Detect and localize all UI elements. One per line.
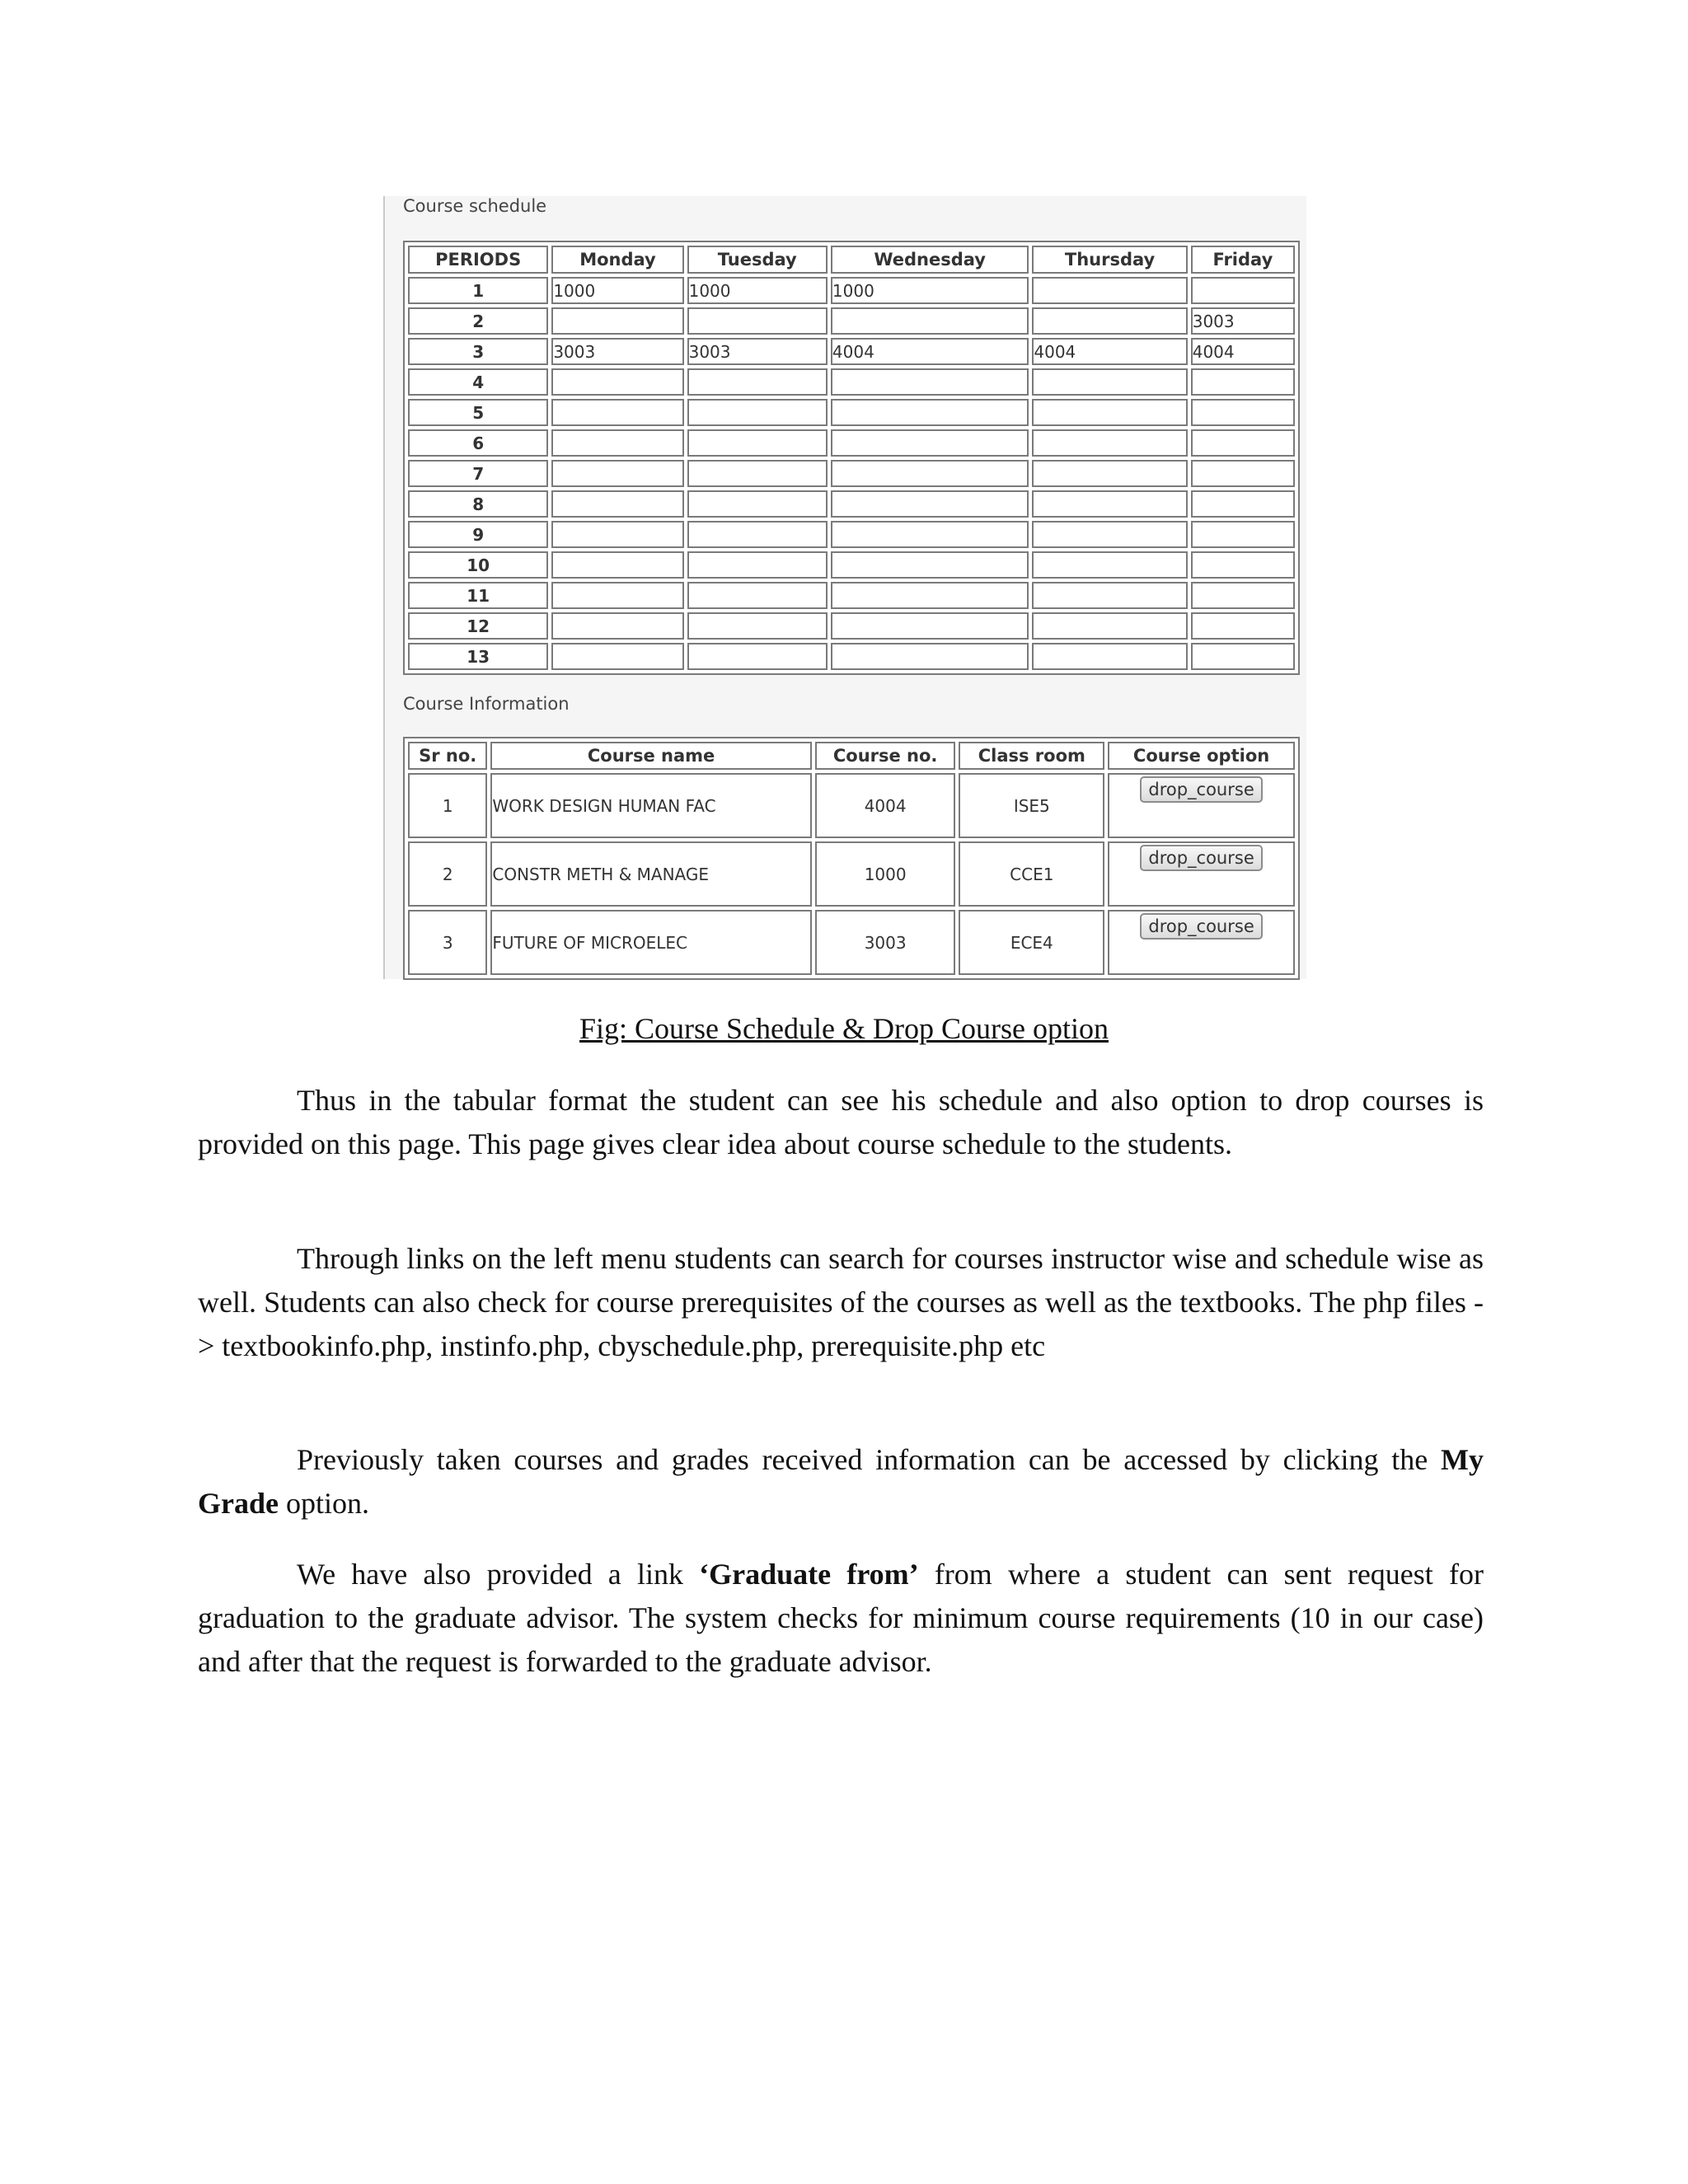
schedule-header-wednesday: Wednesday xyxy=(831,246,1029,274)
period-cell: 5 xyxy=(408,399,548,426)
schedule-row xyxy=(408,551,1295,579)
graduate-from-bold-text: ‘Graduate from’ xyxy=(699,1558,919,1591)
schedule-cell xyxy=(1032,277,1187,304)
info-header-class-room: Class room xyxy=(959,742,1104,770)
schedule-cell xyxy=(1032,460,1187,487)
paragraph-text: from where a student can sent request for graduation to the graduate advisor. The system checks for minimum course requirements (10 in our case) and after that the request is forwarded to the graduate advisor. xyxy=(198,1558,1484,1678)
paragraph-schedule-summary: Thus in the tabular format the student can see his schedule and also option to drop courses is provided on this page. This page gives clear idea about course schedule to the students. xyxy=(198,1084,1484,1160)
schedule-cell xyxy=(1032,368,1187,396)
schedule-cell xyxy=(1191,521,1295,548)
period-cell: 6 xyxy=(408,429,548,457)
schedule-row xyxy=(408,307,1295,335)
info-header-course-name: Course name xyxy=(490,742,811,770)
schedule-cell xyxy=(551,307,683,335)
paragraph-text: Previously taken courses and grades received information can be accessed by clicking the xyxy=(297,1443,1442,1476)
sr-no-cell: 3 xyxy=(408,910,487,975)
course-schedule-table xyxy=(403,241,1300,675)
schedule-cell xyxy=(831,490,1029,518)
course-name-cell: WORK DESIGN HUMAN FAC xyxy=(490,773,811,838)
paragraph-left-menu-links: Through links on the left menu students can search for courses instructor wise and schedule wise as well. Students can also check for course prerequisites of the courses as well as the textbooks. The php files -> textbookinfo.php, instinfo.php, cbyschedule.php, prerequisite.php etc xyxy=(198,1242,1484,1362)
schedule-cell xyxy=(1032,399,1187,426)
schedule-cell xyxy=(831,612,1029,640)
class-room-cell: ISE5 xyxy=(959,773,1104,838)
schedule-cell xyxy=(687,551,828,579)
schedule-header-row xyxy=(408,246,1295,274)
schedule-cell xyxy=(1191,551,1295,579)
schedule-cell: 4004 xyxy=(1032,338,1187,365)
schedule-cell xyxy=(551,429,683,457)
course-information-label: Course Information xyxy=(403,694,570,714)
course-row xyxy=(408,773,1295,838)
course-information-table xyxy=(403,737,1300,980)
schedule-cell xyxy=(1191,490,1295,518)
schedule-row xyxy=(408,399,1295,426)
class-room-cell: CCE1 xyxy=(959,841,1104,907)
schedule-cell: 1000 xyxy=(831,277,1029,304)
course-no-cell: 3003 xyxy=(815,910,956,975)
period-cell: 8 xyxy=(408,490,548,518)
period-cell: 9 xyxy=(408,521,548,548)
schedule-cell xyxy=(687,429,828,457)
drop-course-button[interactable]: drop_course xyxy=(1140,845,1262,871)
schedule-cell xyxy=(687,582,828,609)
schedule-cell: 4004 xyxy=(831,338,1029,365)
info-header-sr-no: Sr no. xyxy=(408,742,487,770)
info-header-course-option: Course option xyxy=(1108,742,1295,770)
schedule-cell xyxy=(687,399,828,426)
schedule-cell xyxy=(687,307,828,335)
schedule-cell xyxy=(1191,582,1295,609)
schedule-row xyxy=(408,368,1295,396)
schedule-cell xyxy=(1191,429,1295,457)
schedule-row xyxy=(408,460,1295,487)
course-row xyxy=(408,910,1295,975)
course-no-cell: 1000 xyxy=(815,841,956,907)
schedule-cell xyxy=(1032,429,1187,457)
schedule-row xyxy=(408,643,1295,670)
schedule-cell xyxy=(687,643,828,670)
schedule-header-thursday: Thursday xyxy=(1032,246,1187,274)
class-room-cell: ECE4 xyxy=(959,910,1104,975)
course-schedule-label: Course schedule xyxy=(403,196,547,216)
schedule-cell xyxy=(687,521,828,548)
schedule-cell xyxy=(1191,399,1295,426)
schedule-row xyxy=(408,490,1295,518)
schedule-cell xyxy=(831,582,1029,609)
paragraph-text: option. xyxy=(278,1487,369,1520)
period-cell: 13 xyxy=(408,643,548,670)
schedule-cell xyxy=(687,490,828,518)
schedule-header-periods: PERIODS xyxy=(408,246,548,274)
schedule-cell: 3003 xyxy=(1191,307,1295,335)
schedule-cell xyxy=(1191,277,1295,304)
schedule-cell: 4004 xyxy=(1191,338,1295,365)
period-cell: 10 xyxy=(408,551,548,579)
drop-course-button[interactable]: drop_course xyxy=(1140,913,1262,940)
schedule-cell: 3003 xyxy=(551,338,683,365)
schedule-cell xyxy=(551,399,683,426)
sr-no-cell: 1 xyxy=(408,773,487,838)
schedule-cell xyxy=(831,368,1029,396)
schedule-row xyxy=(408,582,1295,609)
schedule-cell xyxy=(831,429,1029,457)
schedule-cell xyxy=(551,368,683,396)
course-name-cell: FUTURE OF MICROELEC xyxy=(490,910,811,975)
period-cell: 1 xyxy=(408,277,548,304)
course-schedule-screenshot xyxy=(383,196,1306,979)
course-row xyxy=(408,841,1295,907)
period-cell: 2 xyxy=(408,307,548,335)
figure-caption: Fig: Course Schedule & Drop Course option xyxy=(579,1012,1109,1045)
my-grade-bold-text: My Grade xyxy=(198,1443,1484,1520)
schedule-cell xyxy=(1032,612,1187,640)
schedule-cell xyxy=(687,612,828,640)
period-cell: 11 xyxy=(408,582,548,609)
schedule-cell xyxy=(1191,368,1295,396)
schedule-cell: 1000 xyxy=(687,277,828,304)
schedule-cell xyxy=(1032,490,1187,518)
drop-course-button[interactable]: drop_course xyxy=(1140,776,1262,803)
course-option-cell xyxy=(1108,773,1295,838)
schedule-cell xyxy=(551,551,683,579)
info-header-row xyxy=(408,742,1295,770)
schedule-cell xyxy=(831,551,1029,579)
period-cell: 4 xyxy=(408,368,548,396)
schedule-header-tuesday: Tuesday xyxy=(687,246,828,274)
schedule-cell xyxy=(551,582,683,609)
schedule-cell xyxy=(831,521,1029,548)
schedule-cell xyxy=(831,307,1029,335)
schedule-row xyxy=(408,429,1295,457)
info-header-course-no: Course no. xyxy=(815,742,956,770)
period-cell: 3 xyxy=(408,338,548,365)
course-option-cell xyxy=(1108,841,1295,907)
schedule-header-monday: Monday xyxy=(551,246,683,274)
paragraph-text: We have also provided a link xyxy=(297,1558,700,1591)
schedule-cell xyxy=(551,460,683,487)
schedule-cell xyxy=(1032,521,1187,548)
schedule-cell xyxy=(831,460,1029,487)
schedule-cell xyxy=(1032,551,1187,579)
schedule-cell xyxy=(1191,460,1295,487)
paragraph-my-grade xyxy=(198,1438,1484,1526)
paragraph-graduate-form xyxy=(198,1553,1484,1684)
schedule-cell xyxy=(551,521,683,548)
course-option-cell xyxy=(1108,910,1295,975)
schedule-row xyxy=(408,521,1295,548)
schedule-cell xyxy=(1032,582,1187,609)
schedule-cell xyxy=(551,643,683,670)
schedule-cell xyxy=(1191,612,1295,640)
schedule-cell xyxy=(551,490,683,518)
schedule-row xyxy=(408,612,1295,640)
schedule-cell xyxy=(831,399,1029,426)
schedule-cell xyxy=(1032,307,1187,335)
period-cell: 7 xyxy=(408,460,548,487)
schedule-cell: 1000 xyxy=(551,277,683,304)
schedule-cell xyxy=(1191,643,1295,670)
schedule-cell xyxy=(1032,643,1187,670)
sr-no-cell: 2 xyxy=(408,841,487,907)
schedule-cell xyxy=(687,460,828,487)
course-no-cell: 4004 xyxy=(815,773,956,838)
schedule-row xyxy=(408,338,1295,365)
schedule-header-friday: Friday xyxy=(1191,246,1295,274)
schedule-cell xyxy=(687,368,828,396)
schedule-cell xyxy=(551,612,683,640)
schedule-cell xyxy=(831,643,1029,670)
schedule-row xyxy=(408,277,1295,304)
schedule-cell: 3003 xyxy=(687,338,828,365)
course-name-cell: CONSTR METH & MANAGE xyxy=(490,841,811,907)
period-cell: 12 xyxy=(408,612,548,640)
